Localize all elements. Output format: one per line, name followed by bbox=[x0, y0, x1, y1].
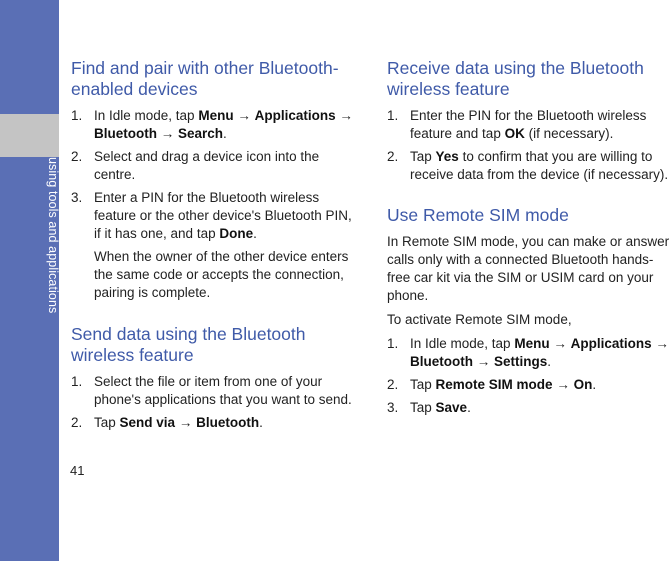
step-number: 2. bbox=[387, 377, 399, 392]
step-number: 2. bbox=[71, 415, 83, 430]
section-title-send-data: Send data using the Bluetooth wireless feature bbox=[71, 324, 306, 365]
step: 1. In Idle mode, tap Menu → Applications → Bluetooth → Search. bbox=[71, 108, 353, 141]
step: 1. In Idle mode, tap Menu → Applications → Bluetooth → Settings. bbox=[387, 336, 669, 369]
step: 3. Enter a PIN for the Bluetooth wireless feature or the other device's Bluetooth PIN, if it has one, and tap Done. bbox=[71, 190, 352, 241]
step: 1. Select the file or item from one of your phone's applications that you want to send. bbox=[71, 374, 352, 407]
chapter-label: using tools and applications bbox=[46, 157, 60, 314]
step-number: 1. bbox=[387, 336, 399, 351]
section-title-receive-data: Receive data using the Bluetooth wireless feature bbox=[387, 58, 644, 99]
section-title-remote-sim: Use Remote SIM mode bbox=[387, 205, 569, 225]
sidebar bbox=[0, 0, 59, 561]
step: 2. Tap Remote SIM mode → On. bbox=[387, 377, 597, 392]
step: 2. Tap Send via → Bluetooth. bbox=[71, 415, 263, 430]
step-number: 2. bbox=[71, 149, 83, 164]
step: 2. Select and drag a device icon into the centre. bbox=[71, 149, 320, 182]
step-number: 1. bbox=[387, 108, 399, 123]
step: 2. Tap Yes to confirm that you are willing to receive data from the device (if necessary). bbox=[387, 149, 669, 182]
step-number: 3. bbox=[71, 190, 83, 205]
right-column bbox=[387, 58, 670, 422]
step-note: When the owner of the other device enters the same code or accepts the connection, pairing is complete. bbox=[94, 249, 349, 300]
body-paragraph: In Remote SIM mode, you can make or answer calls only with a connected Bluetooth hands-free car kit via the SIM or USIM card on your phone. bbox=[387, 234, 670, 303]
step-number: 2. bbox=[387, 149, 399, 164]
left-column bbox=[71, 58, 361, 437]
step-number: 3. bbox=[387, 400, 399, 415]
step-number: 1. bbox=[71, 108, 83, 123]
step-number: 1. bbox=[71, 374, 83, 389]
body-lead: To activate Remote SIM mode, bbox=[387, 312, 572, 327]
page-number: 41 bbox=[70, 463, 85, 478]
section-title-find-pair: Find and pair with other Bluetooth-enabled devices bbox=[71, 58, 339, 99]
step: 1. Enter the PIN for the Bluetooth wireless feature and tap OK (if necessary). bbox=[387, 108, 647, 141]
step: 3. Tap Save. bbox=[387, 400, 471, 415]
sidebar-tab-marker bbox=[0, 114, 59, 157]
